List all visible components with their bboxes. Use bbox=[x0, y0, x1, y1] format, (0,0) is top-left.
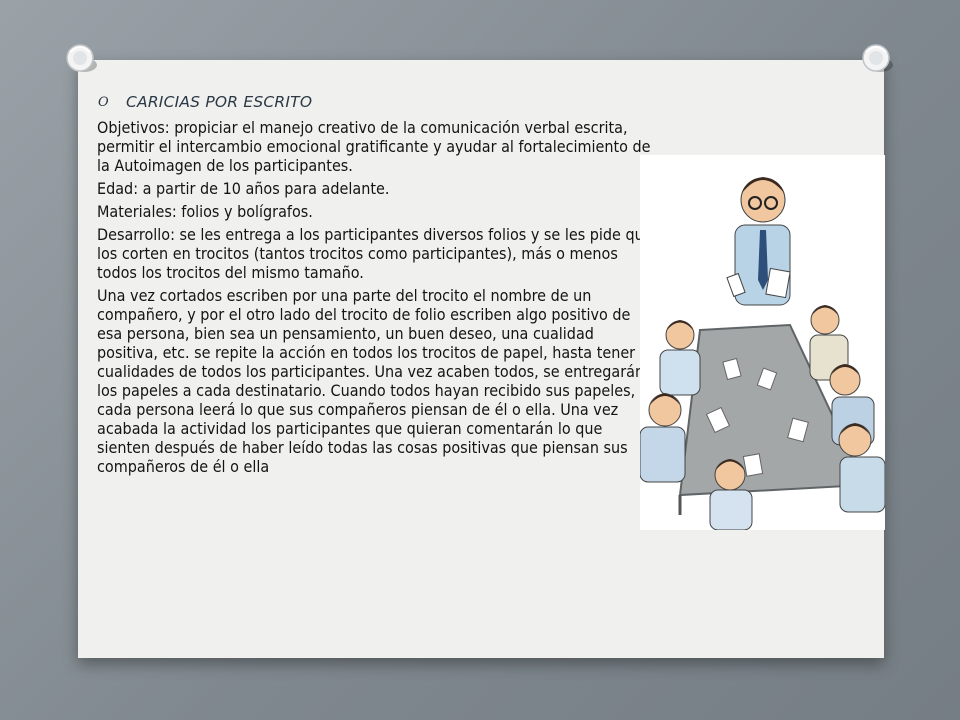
objetivos-text: propiciar el manejo creativo de la comunicación verbal escrita, permitir el intercambio emocional gratificante y ayudar al fortalecimiento de la Autoimagen de los participantes. bbox=[97, 118, 651, 175]
meeting-illustration bbox=[640, 155, 885, 530]
materiales-label: Materiales: bbox=[97, 202, 177, 221]
desarrollo-label: Desarrollo: bbox=[97, 225, 175, 244]
pin-icon bbox=[62, 40, 102, 80]
materiales-text: folios y bolígrafos. bbox=[176, 202, 313, 221]
slide-heading: CARICIAS POR ESCRITO bbox=[126, 93, 313, 111]
edad-text: a partir de 10 años para adelante. bbox=[138, 179, 390, 198]
objetivos-paragraph bbox=[97, 118, 657, 175]
body-text bbox=[97, 118, 657, 480]
desarrollo-paragraph bbox=[97, 225, 657, 282]
materiales-paragraph bbox=[97, 202, 657, 221]
pin-icon bbox=[858, 40, 898, 80]
bullet-icon: O bbox=[98, 94, 109, 110]
objetivos-label: Objetivos: bbox=[97, 118, 170, 137]
instructions-paragraph: Una vez cortados escriben por una parte del trocito el nombre de un compañero, y por el otro lado del trocito de folio escriben algo positivo de esa persona, bien sea un pensamiento, un buen deseo, una cualidad positiva, etc. se repite la acción en todos los trocitos de papel, hasta tener cualidades de todos los participantes. Una vez acaben todos, se entregarán los papeles a cada destinatario. Cuando todos hayan recibido sus papeles, cada persona leerá lo que sus compañeros piensan de él o ella. Una vez acabada la actividad los participantes que quieran comentarán lo que sienten después de haber leído todas las cosas positivas que piensan sus compañeros de él o ella bbox=[97, 286, 645, 476]
edad-label: Edad: bbox=[97, 179, 139, 198]
edad-paragraph bbox=[97, 179, 657, 198]
heading-row bbox=[98, 90, 658, 114]
desarrollo-text: se les entrega a los participantes diversos folios y se les pide que los corten en trocitos (tantos trocitos como participantes), más o menos todos los trocitos del mismo tamaño. bbox=[97, 225, 653, 282]
